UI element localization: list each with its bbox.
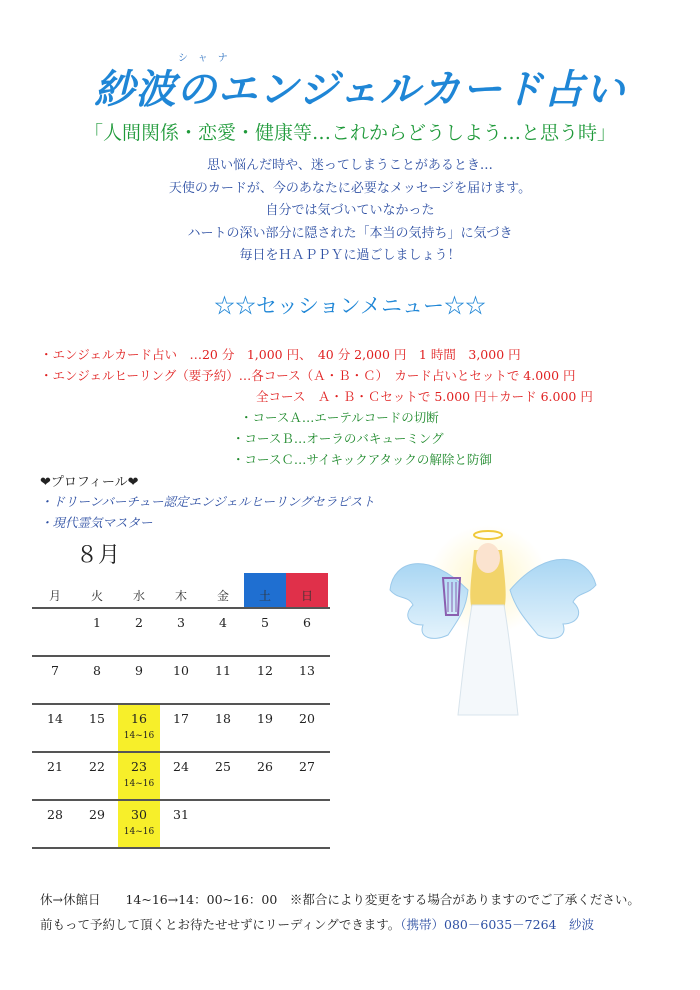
footer-contact	[40, 915, 594, 933]
calendar-day: 11	[215, 663, 231, 678]
calendar-day: 3	[177, 615, 185, 630]
calendar-day: 15	[89, 711, 105, 726]
intro-text	[60, 155, 640, 268]
calendar	[32, 567, 330, 849]
weekday-sat: 土	[258, 589, 271, 603]
calendar-header	[32, 567, 330, 607]
menu-angel-healing: ・エンジェルヒーリング（要予約）…各コース（Ａ・Ｂ・Ｃ） カード占いとセットで 4.000 円	[40, 368, 576, 383]
calendar-day-session: 30 14~16	[118, 801, 160, 847]
calendar-day: 1	[93, 615, 101, 630]
calendar-day: 10	[173, 663, 189, 678]
calendar-day: 20	[299, 711, 315, 726]
calendar-day: 7	[51, 663, 59, 678]
calendar-day: 13	[299, 663, 315, 678]
calendar-day: 19	[257, 711, 273, 726]
session-menu-title: ☆☆セッションメニュー☆☆	[214, 294, 486, 318]
calendar-week	[32, 751, 330, 799]
session-time: 14~16	[123, 827, 155, 837]
weekday-wed: 水	[132, 589, 145, 603]
session-time: 14~16	[123, 779, 155, 789]
calendar-day: 17	[173, 711, 189, 726]
profile-item: ・ドリーンバーチュー認定エンジェルヒーリングセラピスト	[40, 494, 375, 509]
intro-line: 自分では気づいていなかった	[265, 203, 435, 218]
calendar-day: 25	[215, 759, 231, 774]
angel-illustration	[388, 520, 598, 720]
calendar-day-session: 23 14~16	[118, 753, 160, 799]
calendar-day: 26	[257, 759, 273, 774]
profile-item: ・現代霊気マスター	[40, 515, 153, 530]
calendar-day: 22	[89, 759, 105, 774]
intro-line: 毎日をＨＡＰＰＹに過ごしましょう！	[239, 248, 461, 263]
calendar-bottom-rule	[32, 847, 330, 849]
weekday-fri: 金	[216, 589, 229, 603]
calendar-day: 4	[219, 615, 227, 630]
intro-line: 天使のカードが、今のあなたに必要なメッセージを届けます。	[168, 180, 532, 196]
course-b: ・コースＢ…オーラのバキューミング	[232, 431, 444, 446]
profile-heading: ❤プロフィール❤	[40, 475, 139, 490]
reservation-note: 前もって予約して頂くとお待たせせずにリーディングできます。	[40, 917, 401, 932]
calendar-day: 9	[135, 663, 143, 678]
weekday-tue: 火	[90, 589, 103, 603]
calendar-day: 21	[47, 759, 63, 774]
weekday-thu: 木	[174, 589, 187, 603]
calendar-day: 28	[47, 807, 63, 822]
subtitle: 「人間関係・恋愛・健康等…これからどうしよう…と思う時」	[83, 122, 616, 144]
weekday-sun: 日	[300, 589, 313, 603]
calendar-day: 29	[89, 807, 105, 822]
calendar-day: 2	[135, 615, 143, 630]
intro-line: 思い悩んだ時や、迷ってしまうことがあるとき…	[207, 158, 493, 173]
session-time: 14~16	[123, 731, 155, 741]
page-title: 紗波のエンジェルカード占い	[94, 66, 626, 113]
title-ruby: シャナ	[178, 53, 238, 64]
calendar-day-session: 16 14~16	[118, 705, 160, 751]
phone-number: （携帯）080－6035－7264 紗波	[400, 917, 594, 932]
weekday-mon: 月	[48, 589, 61, 603]
calendar-day-empty	[34, 609, 76, 655]
menu-card-reading: ・エンジェルカード占い …20 分 1,000 円、 40 分 2,000 円 1 時間 3,000 円	[40, 347, 521, 362]
course-c: ・コースＣ…サイキックアタックの解除と防御	[232, 452, 492, 467]
calendar-week	[32, 703, 330, 751]
calendar-week	[32, 607, 330, 655]
calendar-month: ８月	[76, 543, 121, 568]
calendar-day: 24	[173, 759, 189, 774]
intro-line: ハートの深い部分に隠された「本当の気持ち」に気づき	[187, 225, 513, 241]
calendar-day: 5	[261, 615, 269, 630]
footer-note: 休→休館日 14~16→14：00~16：00 ※都合により変更をする場合がありますのでご了承ください。	[40, 892, 640, 907]
menu-all-courses: 全コース Ａ・Ｂ・Ｃセットで 5.000 円＋カード 6.000 円	[256, 389, 593, 404]
calendar-day: 27	[299, 759, 315, 774]
calendar-day: 31	[173, 807, 189, 822]
calendar-day: 8	[93, 663, 101, 678]
calendar-day: 12	[257, 663, 273, 678]
calendar-day: 6	[303, 615, 311, 630]
course-a: ・コースＡ…エーテルコードの切断	[240, 410, 439, 425]
calendar-day: 18	[215, 711, 231, 726]
calendar-week	[32, 799, 330, 847]
calendar-day: 14	[47, 711, 63, 726]
calendar-week	[32, 655, 330, 703]
face	[476, 543, 500, 573]
